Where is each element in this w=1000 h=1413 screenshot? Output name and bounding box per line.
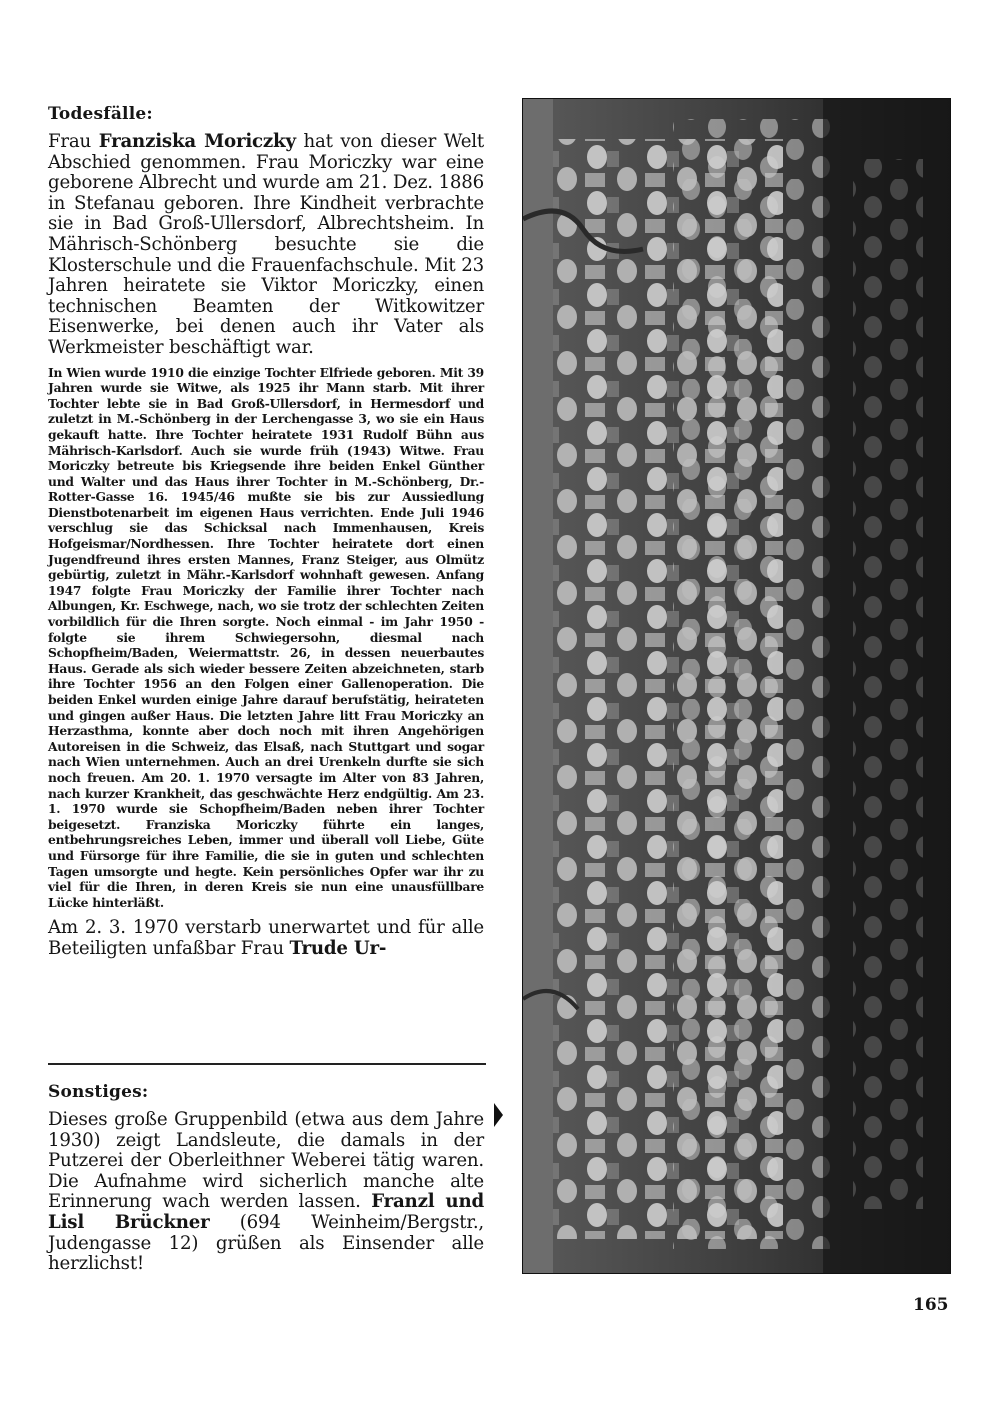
- page-number: 165: [913, 1295, 949, 1315]
- intro-run: Frau: [48, 131, 99, 152]
- section-divider: [48, 1063, 486, 1065]
- deaths-heading: Todesfälle:: [48, 104, 153, 124]
- intro-run: hat von dieser Welt Abschied genommen. Frau Moriczky war eine geborene Albrecht und wurde am 21. Dez. 1886 in Stefanau geboren. Ihre Kindheit verbrachte sie in Bad Groß-Ullersdorf, Albrechtsheim. In Mährisch-Schönberg besuchte sie die Klosterschule und die Frauenfachschule. Mit 23 Jahren heiratete sie Viktor Moriczky, einen technischen Beamten der Witkowitzer Eisenwerke, bei denen auch ihr Vater als Werkmeister beschäftigt war.: [48, 131, 484, 358]
- continue-arrow-icon: [494, 1103, 503, 1127]
- deaths-body-paragraph: In Wien wurde 1910 die einzige Tochter Elfriede geboren. Mit 39 Jahren wurde sie Witwe, als 1925 ihr Mann starb. Mit ihrer Tochter lebte sie in Bad Groß-Ullersdorf, in Hermesdorf und zuletzt in M.-Schönberg in der Lerchengasse 3, wo sie ein Haus gekauft hatte. Ihre Tochter heiratete 1931 Rudolf Bühn aus Mährisch-Karlsdorf. Auch sie wurde früh (1943) Witwe. Frau Moriczky betreute bis Kriegsende ihre beiden Enkel Günther und Walter und das Haus ihrer Tochter in M.-Schönberg, Dr.-Rotter-Gasse 16. 1945/46 mußte sie bis zur Aussiedlung Dienstbotenarbeit im eigenen Haus verrichten. Ende Juli 1946 verschlug sie das Schicksal nach Immenhausen, Kreis Hofgeismar/Nordhessen. Ihre Tochter heiratete dort einen Jugendfreund ihres ersten Mannes, Franz Steiger, aus Olmütz gebürtig, zuletzt in Mähr.-Karlsdorf wohnhaft gewesen. Anfang 1947 folgte Frau Moriczky der Familie ihrer Tochter nach Albungen, Kr. Eschwege, nach, wo sie trotz der schlechten Zeiten vorbildlich für die Ihren sorgte. Noch einmal - im Jahr 1950 - folgte sie ihrem Schwiegersohn, diesmal nach Schopfheim/Baden, Weiermattstr. 26, in dessen neuerbautes Haus. Gerade als sich wieder bessere Zeiten abzeichneten, starb ihre Tochter 1956 an den Folgen einer Gallenoperation. Die beiden Enkel wurden einige Jahre darauf berufstätig, heirateten und gingen außer Haus. Die letzten Jahre litt Frau Moriczky an Herzasthma, konnte aber doch noch mit ihren Angehörigen Autoreisen in die Schweiz, das Elsaß, nach Stuttgart und sogar nach Wien unternehmen. Auch an drei Urenkeln durfte sie sich noch freuen. Am 20. 1. 1970 versagte im Alter von 83 Jahren, nach kurzer Krankheit, das geschwächte Herz endgültig. Am 23. 1. 1970 wurde sie Schopfheim/Baden neben ihrer Tochter beigesetzt. Franziska Moriczky führte ein langes, entbehrungsreiches Leben, immer und überall voll Liebe, Güte und Fürsorge für ihre Familie, die sie in guten und schlechten Tagen umsorgte und hegte. Kein persönliches Opfer war ihr zu viel für die Ihren, in deren Kreis sie nun eine unausfüllbare Lücke hinterläßt.: [48, 364, 484, 910]
- deaths-closing-paragraph: [48, 918, 484, 959]
- deceased-name-2: Trude Ur-: [289, 937, 387, 959]
- misc-section: [48, 1082, 484, 1275]
- group-photo-image: [523, 99, 950, 1273]
- misc-run: Dieses große Gruppenbild (etwa aus dem Jahre 1930) zeigt Landsleute, die damals in der Putzerei der Oberleithner Weberei tätig waren. Die Aufnahme wird sicherlich manche alte Erinnerung wach werden lassen.: [48, 1109, 484, 1213]
- sender-names: Franzl und Lisl Brückner: [48, 1191, 484, 1233]
- misc-run: (694 Weinheim/Bergstr., Judengasse 12) grüßen als Einsender alle herzlichst!: [48, 1211, 485, 1275]
- misc-heading: Sonstiges:: [48, 1082, 149, 1102]
- deaths-section: [48, 104, 484, 960]
- deaths-intro-paragraph: [48, 132, 484, 359]
- closing-run: Am 2. 3. 1970 verstarb unerwartet und für alle Beteiligten unfaßbar Frau: [48, 917, 484, 959]
- group-photo: [522, 98, 951, 1274]
- deceased-name: Franziska Moriczky: [98, 131, 296, 152]
- misc-paragraph: [48, 1110, 484, 1275]
